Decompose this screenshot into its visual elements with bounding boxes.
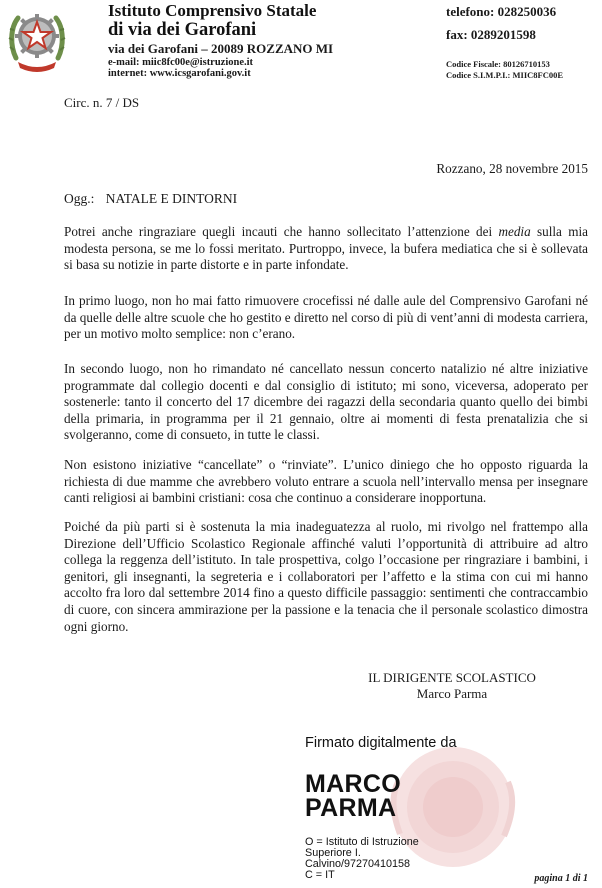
subject-title: NATALE E DINTORNI bbox=[105, 191, 238, 206]
digital-signature-org-line3: Calvino/97270410158 bbox=[305, 858, 411, 870]
paragraph-4: Non esistono iniziative “cancellate” o “rinviate”. L’unico diniego che ho opposto riguarda la richiesta di due mamme che avrebbero voluto entrare a scuola nell’intervallo mensa per insegnare canti religiosi ai bambini cristiani: cosa che continuo a considerare inopportuna. bbox=[64, 457, 588, 506]
institute-name-line1: Istituto Comprensivo Statale bbox=[108, 1, 317, 20]
codice-smpi: Codice S.I.M.P.I.: MIIC8FC00E bbox=[446, 70, 564, 80]
digital-signature-country: C = IT bbox=[305, 869, 335, 881]
telefono: telefono: 028250036 bbox=[446, 4, 557, 19]
page-number: pagina 1 di 1 bbox=[534, 873, 588, 884]
paragraph-5: Poiché da più parti si è sostenuta la mia inadeguatezza al ruolo, mi rivolgo nel frattempo alla Direzione dell’Ufficio Scolastico Regionale affinché valuti l’opportunità di attribuire ad altro collega la reggenza dell’istituto. In tale prospettiva, colgo l’occasione per ringraziare i bambini, i genitori, gli insegnanti, la segreteria e i collaboratori per l’affetto e la stima con cui mi hanno accolto fra loro dal settembre 2014 fino a questo difficile passaggio: sentimenti che contraccambio di cuore, con sincera ammirazione per la passione e la tenacia che il personale scolastico dimostra ogni giorno. bbox=[64, 519, 588, 634]
signature-name: Marco Parma bbox=[416, 686, 488, 701]
fax: fax: 0289201598 bbox=[446, 27, 536, 42]
subject-line bbox=[64, 191, 237, 207]
digital-signature-name-last: PARMA bbox=[305, 794, 397, 822]
digital-signature-org-line2: Superiore I. bbox=[305, 847, 361, 859]
digital-signature-org-line1: O = Istituto di Istruzione bbox=[305, 836, 419, 848]
paragraph-3: In secondo luogo, non ho rimandato né cancellato nessun concerto natalizio né altre iniziative programmate dal collegio docenti e dal consiglio di istituto; mi sono, viceversa, adoperato per sostenerle: tanto il concerto del 17 dicembre dei ragazzi della secondaria quanto quello dei bimbi della primaria, in programma per il 21 gennaio, oltre ai momenti di festa prenatalizia che si svolgeranno, come di consueto, in tutte le classi. bbox=[64, 361, 588, 443]
media-word: media bbox=[498, 224, 531, 239]
paragraph-2: In primo luogo, non ho mai fatto rimuovere crocefissi né dalle aule del Comprensivo Garofani né da quelle delle altre scuole che ho gestito e diretto nel corso di più di vent’anni di modesta carriera, per un motivo molto semplice: non c’erano. bbox=[64, 293, 588, 342]
wax-seal-watermark bbox=[378, 742, 528, 872]
date-line: Rozzano, 28 novembre 2015 bbox=[436, 161, 588, 176]
digital-signature-heading: Firmato digitalmente da bbox=[305, 735, 457, 751]
circular-number: Circ. n. 7 / DS bbox=[64, 95, 140, 110]
signature-role: IL DIRIGENTE SCOLASTICO bbox=[368, 670, 536, 685]
subject-label: Ogg.: bbox=[64, 191, 95, 206]
paragraph-1: Potrei anche ringraziare quegli incauti che hanno sollecitato l’attenzione dei media sulla mia modesta persona, se me lo fossi meritato. Purtroppo, invece, la bufera mediatica che si è sollevata si basa su notizie in parte distorte e in parte infondate. bbox=[64, 224, 589, 273]
institute-email: e-mail: miic8fc00e@istruzione.it bbox=[108, 57, 254, 68]
institute-name-line2: di via dei Garofani bbox=[108, 20, 257, 40]
digital-signature-name-first: MARCO bbox=[305, 770, 401, 798]
codice-fiscale: Codice Fiscale: 80126710153 bbox=[446, 59, 550, 69]
institute-address: via dei Garofani – 20089 ROZZANO MI bbox=[108, 41, 334, 56]
institute-website: internet: www.icsgarofani.gov.it bbox=[108, 68, 251, 79]
republic-emblem-icon bbox=[8, 6, 66, 74]
